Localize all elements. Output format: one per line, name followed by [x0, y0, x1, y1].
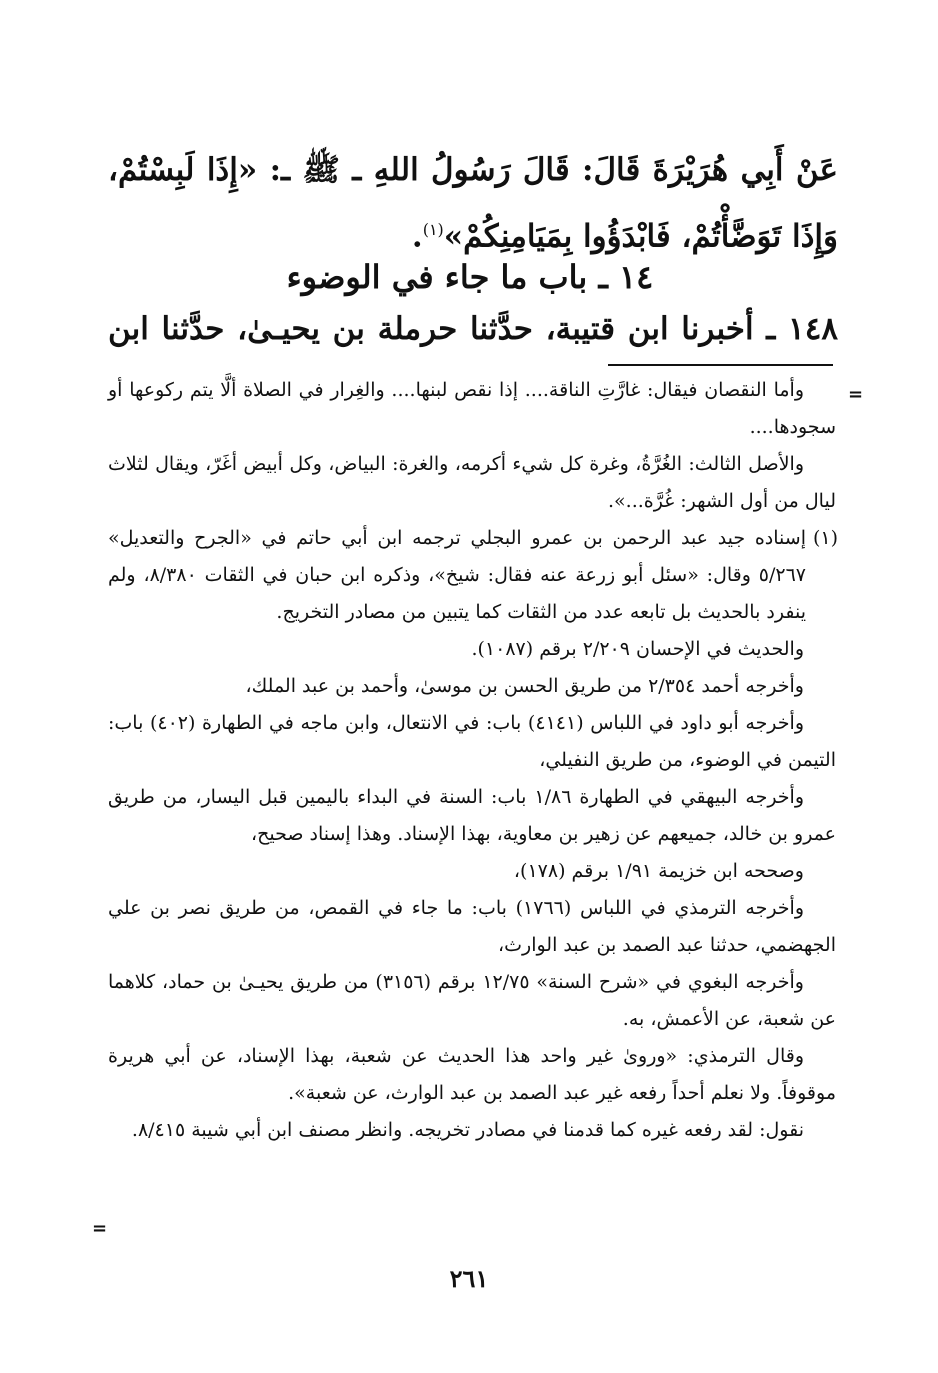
hadith-end-mark: .	[411, 218, 423, 255]
note-paragraph-9: وأخرجه الترمذي في اللباس (١٧٦٦) باب: ما جاء في القمص، من طريق نصر بن علي الجهضمي، حدثنا عبد الصمد بن عبد الوارث،	[108, 897, 836, 956]
note-paragraph-4: والحديث في الإحسان ٢/٢٠٩ برقم (١٠٨٧).	[471, 638, 804, 660]
note-paragraph-6: وأخرجه أبو داود في اللباس (٤١٤١) باب: في الانتعال، وابن ماجه في الطهارة (٤٠٢) باب: التيمن في الوضوء، من طريق النفيلي،	[108, 712, 836, 771]
footnotes-block	[108, 372, 836, 1149]
note-paragraph-1: وأما النقصان فيقال: غارَّتِ الناقة.... إذا نقص لبنها.... والغِرار في الصلاة ألَّا يتم ركوعها أو سجودها....	[108, 379, 836, 438]
footnote-reference: (١)	[422, 220, 444, 239]
page-number: ٢٦١	[449, 1264, 489, 1293]
note-paragraph-11: وقال الترمذي: «وروىٰ غير واحد هذا الحديث عن شعبة، بهذا الإسناد، عن أبي هريرة موقوفاً. ولا نعلم أحداً رفعه غير عبد الصمد بن عبد الوارث، عن شعبة».	[108, 1045, 836, 1104]
note-paragraph-12: نقول: لقد رفعه غيره كما قدمنا في مصادر تخريجه. وانظر مصنف ابن أبي شيبة ٨/٤١٥.	[131, 1119, 804, 1141]
footnote-number: (١)	[812, 527, 838, 549]
note-paragraph-2: والأصل الثالث: الغُرَّةُ، وغرة كل شيء أكرمه، والغرة: البياض، وكل أبيض أغَرّ، ويقال لثلاث ليال من أول الشهر: غُرَّة...».	[108, 453, 836, 512]
margin-mark-bottom: =	[92, 1218, 108, 1239]
hadith-text: عَنْ أَبِي هُرَيْرَةَ قَالَ: قَالَ رَسُولُ اللهِ ـ ﷺ ـ: «إِذَا لَبِسْتُمْ، وَإِذَا تَوَضَّأْتُمْ، فَابْدَؤُوا بِمَيَامِنِكُمْ»	[108, 152, 838, 255]
footnote-separator	[608, 364, 833, 366]
margin-mark-top: =	[848, 384, 864, 405]
note-paragraph-5: وأخرجه أحمد ٢/٣٥٤ من طريق الحسن بن موسىٰ، وأحمد بن عبد الملك،	[245, 675, 804, 697]
footnote-1	[108, 520, 836, 631]
isnad-line: ١٤٨ ـ أخبرنا ابن قتيبة، حدَّثنا حرملة بن يحيـىٰ، حدَّثنا ابن	[108, 311, 838, 347]
note-paragraph-8: وصححه ابن خزيمة ١/٩١ برقم (١٧٨)،	[513, 860, 804, 882]
footnote-1-text: إسناده جيد عبد الرحمن بن عمرو البجلي ترجمه ابن أبي حاتم في «الجرح والتعديل» ٥/٢٦٧ وقال: «سئل أبو زرعة عنه فقال: شيخ»، وذكره ابن حبان في الثقات ٨/٣٨٠، ولم ينفرد بالحديث بل تابعه عدد من الثقات كما يتبين من مصادر التخريج.	[108, 527, 806, 623]
hadith-text-block	[108, 140, 838, 266]
note-paragraph-7: وأخرجه البيهقي في الطهارة ١/٨٦ باب: السنة في البداء باليمين قبل اليسار، من طريق عمرو بن خالد، جميعهم عن زهير بن معاوية، بهذا الإسناد. وهذا إسناد صحيح،	[108, 786, 836, 845]
chapter-heading: ١٤ ـ باب ما جاء في الوضوء	[286, 258, 654, 296]
note-paragraph-10: وأخرجه البغوي في «شرح السنة» ١٢/٧٥ برقم (٣١٥٦) من طريق يحيـىٰ بن حماد، كلاهما عن شعبة، عن الأعمش، به.	[108, 971, 836, 1030]
